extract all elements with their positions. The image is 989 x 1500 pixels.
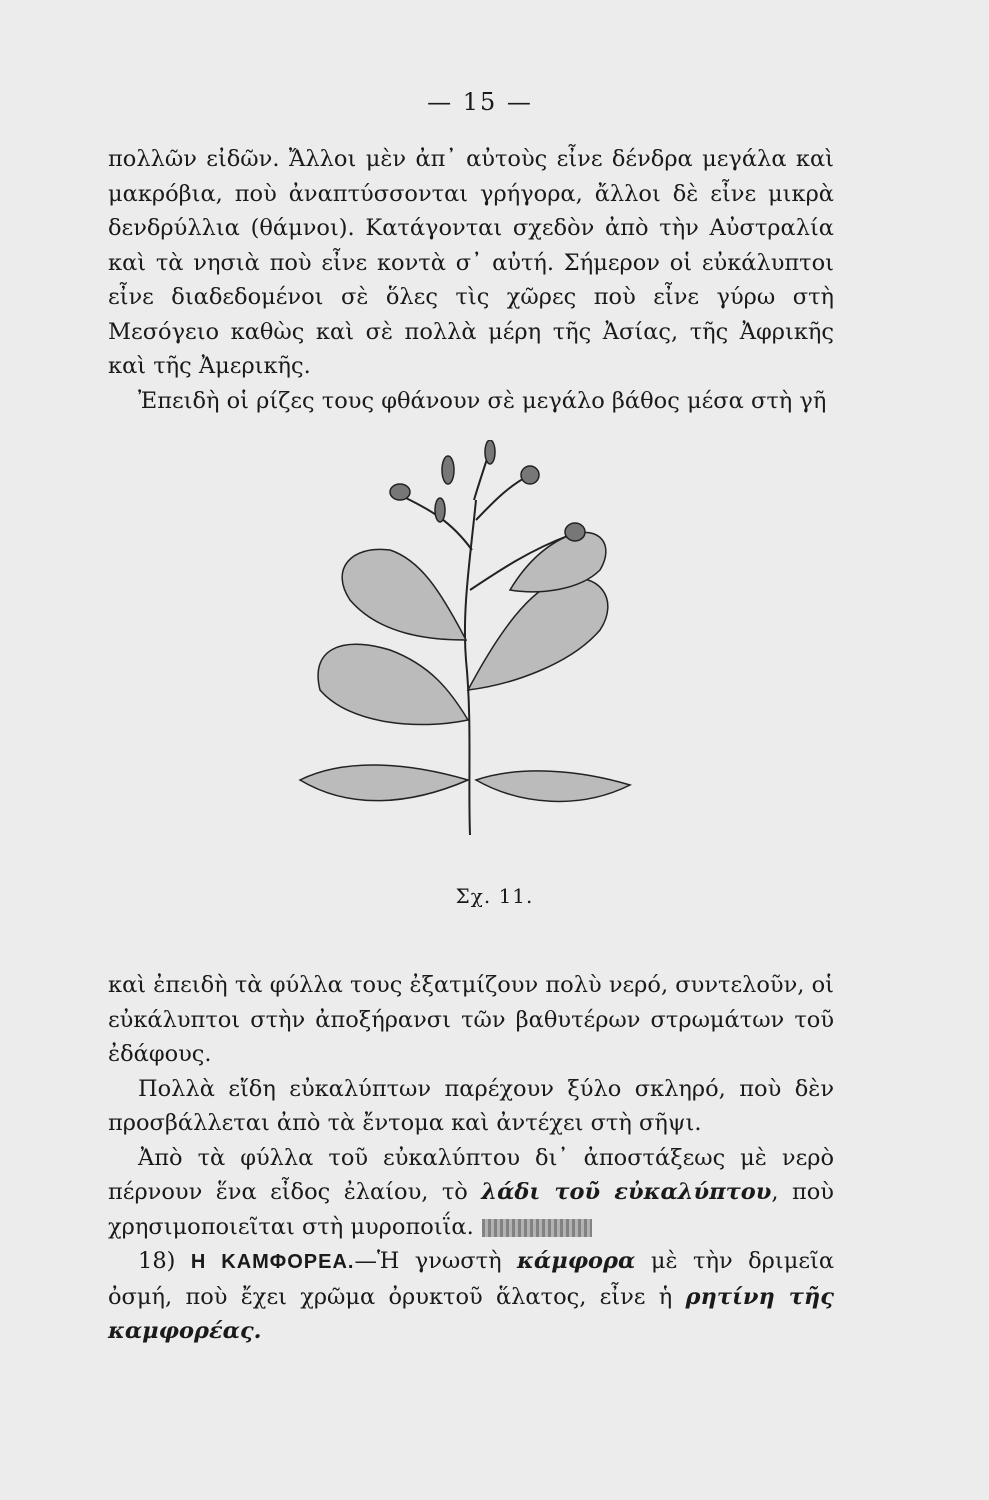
flower-bud-left — [390, 484, 410, 500]
plant-illustration — [280, 440, 650, 840]
oil-text-before: Ἀπὸ τὰ φύλλα τοῦ εὐκαλύπτου δι᾽ ἀποστάξεως μὲ νερὸ πέρνουν ἕνα εἶδος ἐλαίου, τὸ — [108, 1144, 834, 1205]
page-number: — 15 — — [427, 88, 533, 116]
flower-bud-top — [485, 440, 495, 464]
paragraph-eucalyptus-origin: πολλῶν εἰδῶν. Ἄλλοι μὲν ἀπ᾽ αὐτοὺς εἶνε δένδρα μεγάλα καὶ μακρόβια, ποὺ ἀναπτύσσονται γρήγορα, ἄλλοι δὲ εἶνε μικρὰ δενδρύλλια (θάμνοι). Κατάγονται σχεδὸν ἀπὸ τὴν Αὐστραλία καὶ τὰ νησιὰ ποὺ εἶνε κοντὰ σ᾽ αὐτή. Σήμερον οἱ εὐκάλυπτοι εἶνε διαδεδομένοι σὲ ὅλες τὶς χῶρες ποὺ εἶνε γύρω στὴ Μεσόγειο καθὼς καὶ σὲ πολλὰ μέρη τῆς Ἀσίας, τῆς Ἀφρικῆς καὶ τῆς Ἀμερικῆς. — [108, 146, 834, 379]
section-number: 18) — [138, 1248, 176, 1274]
bottom-text-block — [108, 968, 834, 1349]
camphor-term: κάμφορα — [517, 1248, 636, 1274]
leaf-bottom-left — [300, 765, 468, 801]
flower-bud-middle — [435, 498, 445, 522]
oil-text-after: , ποὺ χρησιμοποιεῖται στὴ μυροποιΐα. — [108, 1179, 834, 1240]
top-text-block — [108, 142, 834, 418]
flower-top-right — [521, 466, 539, 484]
figure-caption: Σχ. 11. — [455, 884, 534, 908]
leaf-right-middle — [468, 578, 608, 690]
resin-term: ρητίνη τῆς καμφορέας. — [108, 1283, 834, 1344]
camphor-text-middle: μὲ τὴν δριμεῖα ὀσμή, ποὺ ἔχει χρῶμα ὀρυκτοῦ ἅλατος, εἶνε ἡ — [108, 1248, 835, 1310]
leaf-left-lower — [318, 644, 468, 724]
oil-term: λάδι τοῦ εὐκαλύπτου — [481, 1179, 772, 1205]
paragraph-camphor — [108, 1244, 834, 1349]
flower-right — [565, 523, 585, 541]
leaf-left-upper — [342, 549, 466, 640]
paragraph-wood: Πολλὰ εἴδη εὐκαλύπτων παρέχουν ξύλο σκληρό, ποὺ δὲν προσβάλλεται ἀπὸ τὰ ἔντομα καὶ ἀντέχει στὴ σῆψι. — [108, 1075, 834, 1136]
main-stem — [465, 500, 476, 835]
camphor-text-before: —Ἡ γνωστὴ — [354, 1248, 518, 1274]
print-stain — [482, 1219, 592, 1237]
paragraph-roots: Ἐπειδὴ οἱ ρίζες τους φθάνουν σὲ μεγάλο βάθος μέσα στὴ γῆ — [138, 387, 827, 414]
flower-bud-top-left — [442, 456, 454, 484]
leaf-bottom-right — [476, 771, 630, 801]
paragraph-evaporation: καὶ ἐπειδὴ τὰ φύλλα τους ἐξατμίζουν πολὺ νερό, συντελοῦν, οἱ εὐκάλυπτοι στὴν ἀποξήρανσι τῶν βαθυτέρων στρωμάτων τοῦ ἐδάφους. — [108, 972, 834, 1067]
section-title: Η ΚΑΜΦΟΡΕΑ. — [190, 1251, 355, 1273]
paragraph-oil — [108, 1141, 834, 1245]
